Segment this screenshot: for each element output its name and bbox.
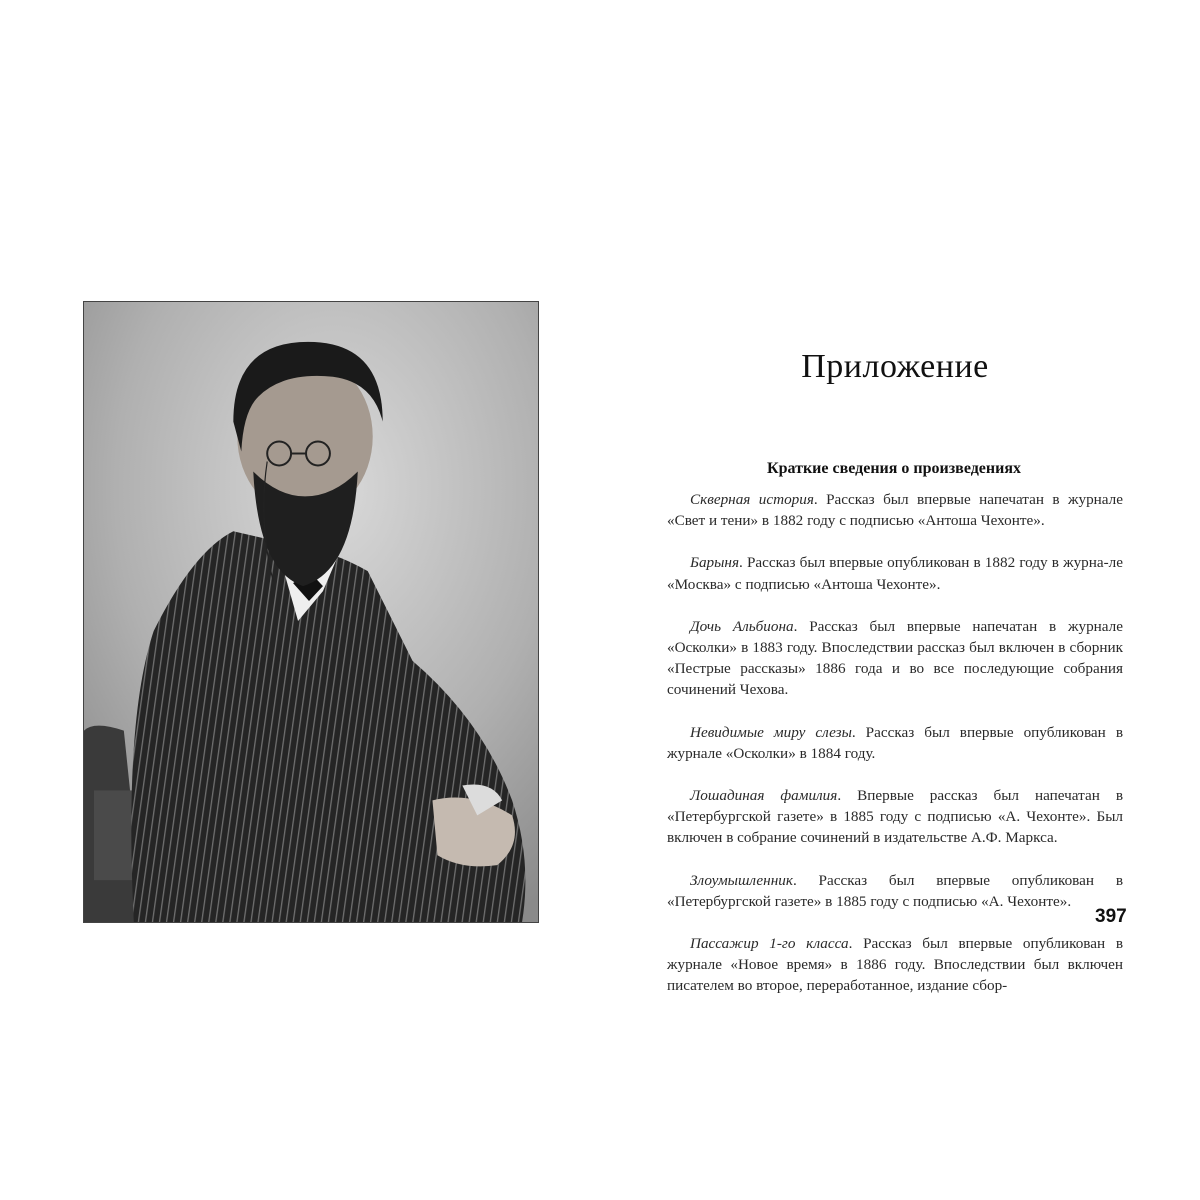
entry xyxy=(667,552,1123,594)
work-title: Пассажир 1-го класса xyxy=(690,935,849,953)
entry-text: . Рассказ был впервые опубликован в «Петербургской газете» в 1885 году с подписью «А. Чехонте». xyxy=(667,871,1123,910)
entries-list xyxy=(667,489,1123,1018)
entry-text: . Рассказ был впервые опубликован в журнале «Новое время» в 1886 году. Впоследствии был включен писателем во второе, переработанное, издание сбор- xyxy=(667,935,1123,995)
work-title: Невидимые миру слезы xyxy=(690,723,852,741)
entry xyxy=(667,489,1123,531)
entry xyxy=(667,870,1123,912)
work-title: Злоумышленник xyxy=(690,871,793,889)
work-title: Лошадиная фамилия xyxy=(690,787,838,805)
page-number: 397 xyxy=(1095,906,1127,927)
work-title: Барыня xyxy=(690,554,740,572)
portrait-photo xyxy=(83,301,539,923)
section-subtitle: Краткие сведения о произведениях xyxy=(767,460,1021,477)
entry-text: . Рассказ был впервые опубликован в 1882 году в журна-ле «Москва» с подписью «Антоша Чехонте». xyxy=(667,554,1123,593)
work-title: Скверная история xyxy=(690,491,814,508)
entry xyxy=(667,933,1123,997)
portrait-icon xyxy=(84,302,538,922)
work-title: Дочь Альбиона xyxy=(690,617,794,635)
entry xyxy=(667,722,1123,764)
entry-text: . Впервые рассказ был напечатан в «Петербургской газете» в 1885 году с подписью «А. Чехонте». Был включен в собрание сочинений в издательстве А.Ф. Маркса. xyxy=(667,787,1123,847)
entry-text: . Рассказ был впервые напечатан в журнале «Свет и тени» в 1882 году с подписью «Антоша Чехонте». xyxy=(667,491,1123,530)
entry xyxy=(667,785,1123,849)
entry xyxy=(667,616,1123,701)
entry-text: . Рассказ был впервые опубликован в журнале «Осколки» в 1884 году. xyxy=(667,723,1123,762)
page-title: Приложение xyxy=(801,348,989,385)
entry-text: . Рассказ был впервые напечатан в журнале «Осколки» в 1883 году. Впоследствии рассказ был включен в сборник «Пестрые рассказы» 1886 года и во все последующие собрания сочинений Чехова. xyxy=(667,617,1123,699)
